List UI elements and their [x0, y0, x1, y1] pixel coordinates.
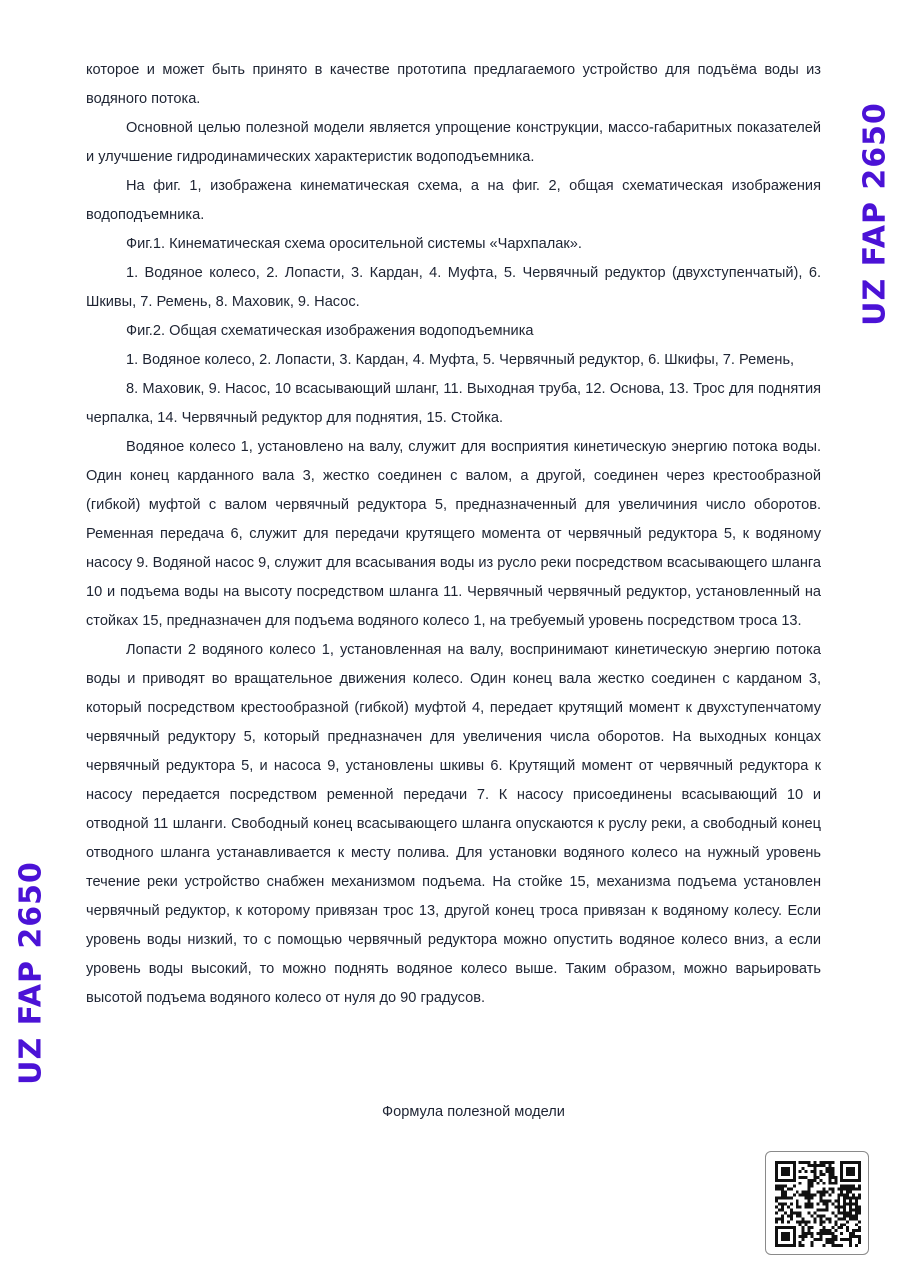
document-body: [86, 56, 821, 1013]
document-code-top: UZ FAP 2650: [857, 102, 893, 326]
figure-1-caption: Фиг.1. Кинематическая схема оросительной системы «Чархпалак».: [126, 236, 582, 252]
figure-1-legend: 1. Водяное колесо, 2. Лопасти, 3. Кардан, 4. Муфта, 5. Червячный редуктор (двухступенчатый), 6. Шкивы, 7. Ремень, 8. Маховик, 9. Насос.: [86, 265, 821, 310]
qr-code-frame: [765, 1151, 869, 1255]
paragraph-water-wheel: Водяное колесо 1, установлено на валу, служит для восприятия кинетическую энергию потока воды. Один конец карданного вала 3, жестко соединен с валом, а другой, соединен через крестообразной (гибкой) муфтой с валом червячный редуктора 5, предназначенный для увеличиния число оборотов. Ременная передача 6, служит для передачи крутящего момента от червячный редуктора 5, к водяному насосу 9. Водяной насос 9, служит для всасывания воды из русло реки посредством всасывающего шланга 10 и подъема воды на высоту посредством шланга 11. Червячный червячный редуктор, установленный на стойках 15, предназначен для подъема водяного колесо 1, на требуемый уровень посредством троса 13.: [86, 439, 821, 629]
formula-heading: Формула полезной модели: [382, 1104, 565, 1120]
paragraph-operation: Лопасти 2 водяного колесо 1, установленная на валу, воспринимают кинетическую энергию потока воды и приводят во вращательное движения колесо. Один конец вала жестко соединен с карданом 3, который посредством крестообразной (гибкой) муфтой 4, передает крутящий момент к двухступенчатому червячный редуктору 5, который предназначен для увеличения числа оборотов. На выходных концах червячный редуктора 5, и насоса 9, установлены шкивы 6. Крутящий момент от червячный редуктора к насосу передается посредством ременной передачи 7. К насосу присоединены всасывающий 10 и отводной 11 шланги. Свободный конец всасывающего шланга опускаются к руслу реки, а свободный конец отводного шланга устанавливается к месту полива. Для установки водяного колесо на нужный уровень течение реки устройство снабжен механизмом подъема. На стойке 15, механизма подъема установлен червячный редуктор, к которому привязан трос 13, другой конец троса привязан к водяному колесу. Если уровень воды низкий, то с помощью червячный редуктора можно опустить водяное колесо вниз, а если уровень воды высокий, то можно поднять водяное колесо выше. Таким образом, можно варьировать высотой подъема водяного колесо от нуля до 90 градусов.: [86, 642, 821, 1006]
paragraph-figures-intro: На фиг. 1, изображена кинематическая схема, а на фиг. 2, общая схематическая изображения водоподъемника.: [86, 178, 821, 223]
qr-code-icon: [775, 1161, 861, 1247]
figure-2-caption: Фиг.2. Общая схематическая изображения водоподъемника: [126, 323, 534, 339]
figure-2-legend-part-2: 8. Маховик, 9. Насос, 10 всасывающий шланг, 11. Выходная труба, 12. Основа, 13. Трос для поднятия черпалка, 14. Червячный редуктор для поднятия, 15. Стойка.: [86, 381, 821, 426]
document-code-bottom: UZ FAP 2650: [13, 861, 49, 1085]
paragraph-prototype: которое и может быть принято в качестве прототипа предлагаемого устройство для подъёма воды из водяного потока.: [86, 62, 821, 107]
paragraph-goal: Основной целью полезной модели является упрощение конструкции, массо-габаритных показателей и улучшение гидродинамических характеристик водоподъемника.: [86, 120, 821, 165]
figure-2-legend-part-1: 1. Водяное колесо, 2. Лопасти, 3. Кардан, 4. Муфта, 5. Червячный редуктор, 6. Шкифы, 7. Ремень,: [126, 352, 795, 368]
